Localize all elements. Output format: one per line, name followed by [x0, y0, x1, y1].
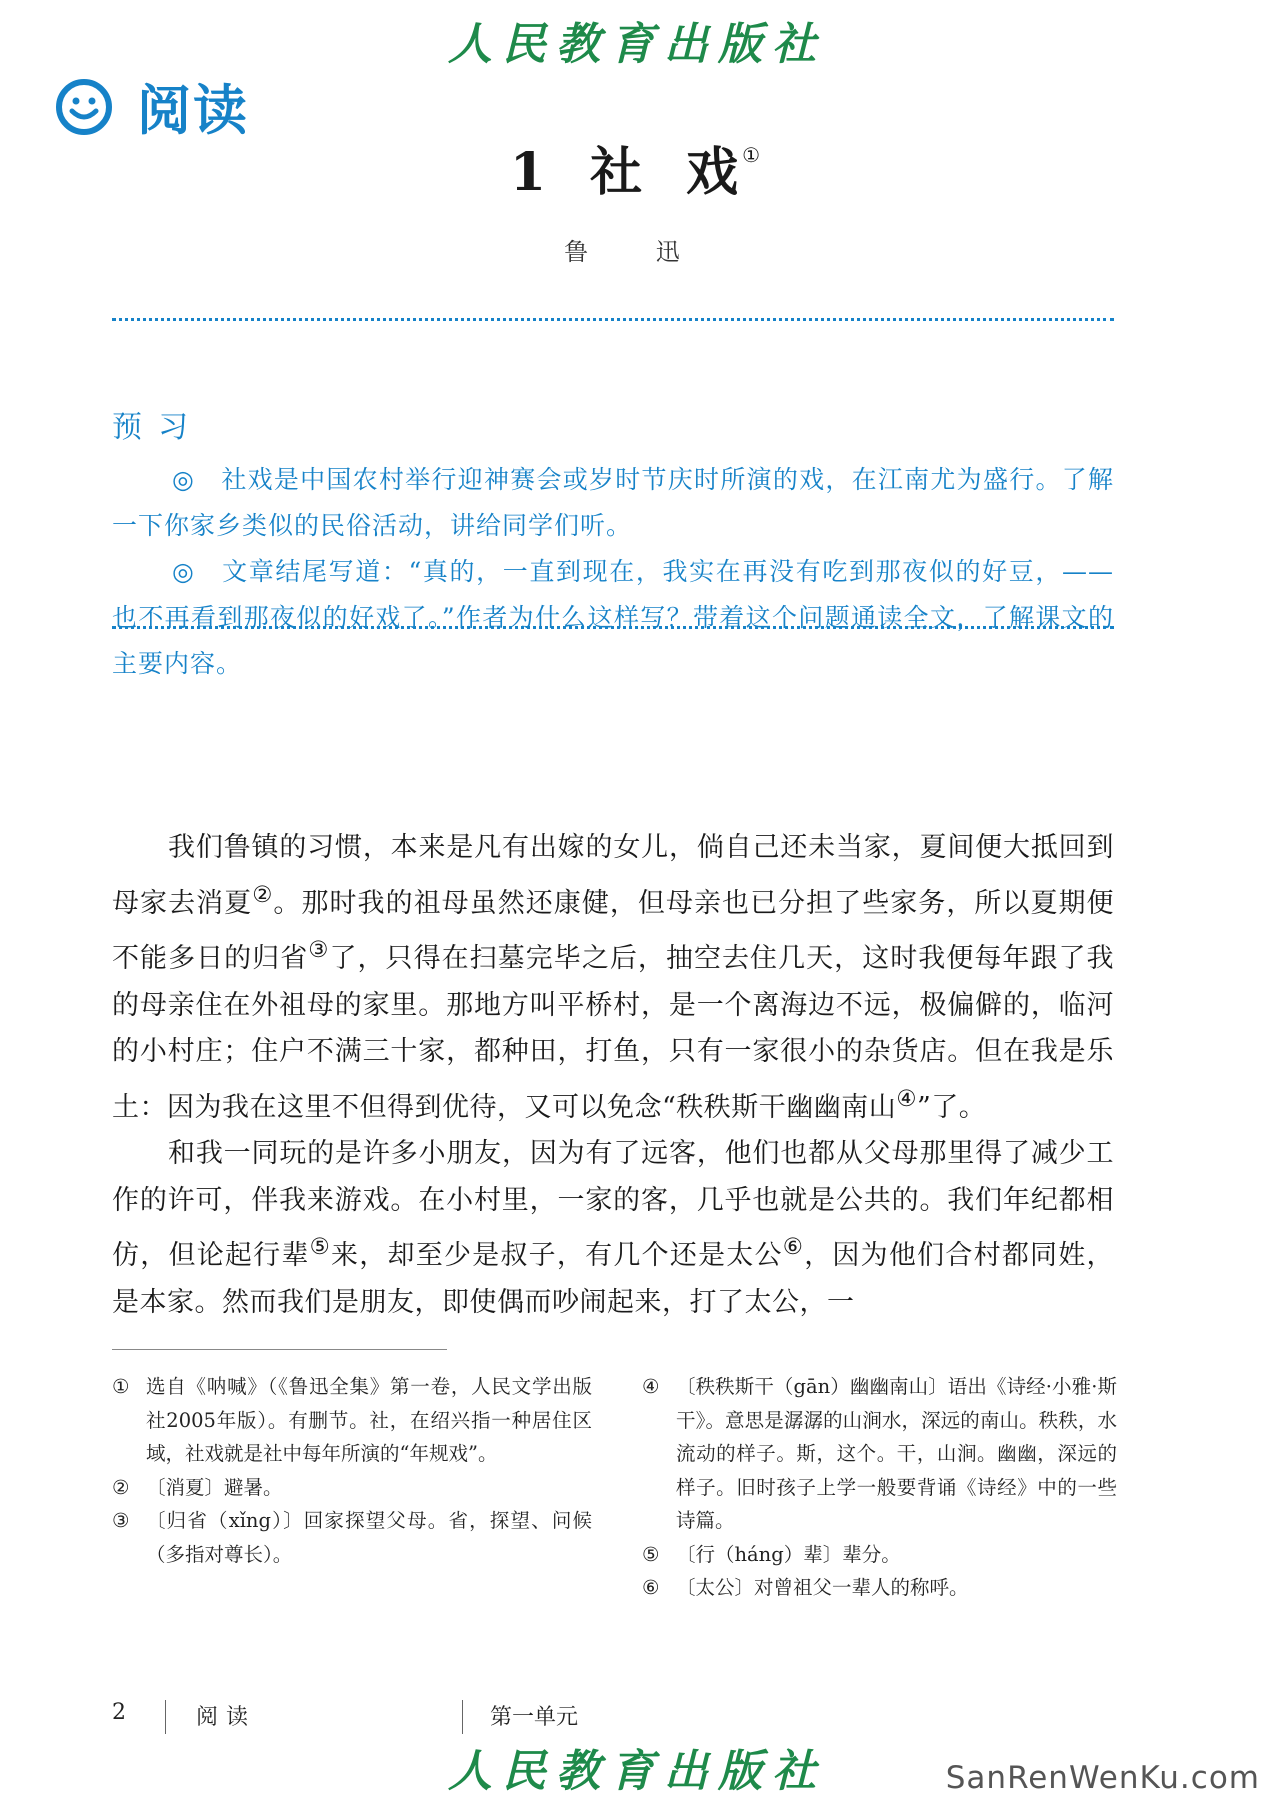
author-name: 鲁 迅: [564, 238, 710, 266]
main-text: [112, 825, 1114, 1326]
footnotes-right: [642, 1370, 1117, 1605]
watermark: SanRenWenKu.com: [945, 1760, 1260, 1796]
footnotes-left: [112, 1370, 592, 1571]
body-paragraph: 我们鲁镇的习惯，本来是凡有出嫁的女儿，倘自己还未当家，夏间便大抵回到母家去消夏②。那时我的祖母虽然还康健，但母亲也已分担了些家务，所以夏期便不能多日的归省③了，只得在扫墓完毕之后，抽空去住几天，这时我便每年跟了我的母亲住在外祖母的家里。那地方叫平桥村，是一个离海边不远，极偏僻的，临河的小村庄；住户不满三十家，都种田，打鱼，只有一家很小的杂货店。但在我是乐土：因为我在这里不但得到优待，又可以免念“秩秩斯干幽幽南山④”了。: [112, 832, 1115, 1123]
preview-item: ◎ 社戏是中国农村举行迎神赛会或岁时节庆时所演的戏，在江南尤为盛行。了解一下你家乡类似的民俗活动，讲给同学们听。: [112, 465, 1114, 540]
divider-dotted: [112, 318, 1114, 321]
footnote-ref: ③: [308, 937, 330, 963]
preview-heading: 预习: [112, 410, 204, 445]
smiley-face-icon: [55, 78, 113, 136]
footnote: ③ 〔归省（xǐng）〕回家探望父母。省，探望、问候（多指对尊长）。: [112, 1509, 592, 1566]
divider-dotted: [112, 626, 1114, 629]
body-paragraph: 和我一同玩的是许多小朋友，因为有了远客，他们也都从父母那里得了减少工作的许可，伴我来游戏。在小村里，一家的客，几乎也就是公共的。我们年纪都相仿，但论起行辈⑤来，却至少是叔子，有几个还是太公⑥，因为他们合村都同姓，是本家。然而我们是朋友，即使偶而吵闹起来，打了太公，一: [112, 1138, 1115, 1318]
footer-separator: [165, 1700, 166, 1734]
publisher-logo-top: 人民教育出版社: [448, 19, 826, 70]
footnote: ① 选自《呐喊》（《鲁迅全集》第一卷，人民文学出版社2005年版）。有删节。社，在绍兴指一种居住区域，社戏就是社中每年所演的“年规戏”。: [112, 1375, 592, 1465]
footer-unit: 第一单元: [490, 1705, 579, 1730]
preview-item: ◎ 文章结尾写道：“真的，一直到现在，我实在再没有吃到那夜似的好豆，——也不再看到那夜似的好戏了。”作者为什么这样写？带着这个问题通读全文，了解课文的主要内容。: [112, 557, 1114, 678]
lesson-number: 1: [509, 142, 551, 203]
footer-section: 阅读: [196, 1705, 257, 1730]
footnote: ② 〔消夏〕避暑。: [112, 1475, 283, 1499]
footnote-ref: ④: [896, 1085, 917, 1112]
lesson-title-char: 戏: [686, 142, 743, 203]
lesson-title-char: 社: [590, 142, 647, 203]
footer-separator: [462, 1700, 463, 1734]
publisher-logo-bottom: 人民教育出版社: [448, 1746, 826, 1797]
footnote-ref: ⑤: [309, 1234, 332, 1260]
footnote-divider: [112, 1349, 447, 1350]
page-number: 2: [112, 1700, 126, 1725]
section-label: 阅读: [137, 79, 249, 142]
footnote: ⑥ 〔太公〕对曾祖父一辈人的称呼。: [642, 1576, 969, 1599]
preview-box: [112, 405, 1114, 687]
footnote: ④ 〔秩秩斯干（gān）幽幽南山〕语出《诗经·小雅·斯干》。意思是潺潺的山涧水，深远的南山。秩秩，水流动的样子。斯，这个。干，山涧。幽幽，深远的样子。旧时孩子上学一般要背诵《诗经》中的一些诗篇。: [642, 1375, 1117, 1532]
lesson-title: [0, 130, 1274, 205]
footnote-ref: ②: [252, 881, 274, 908]
title-footnote-mark: ①: [742, 143, 765, 167]
footnote: ⑤ 〔行（háng）辈〕辈分。: [642, 1542, 901, 1566]
footnote-ref: ⑥: [782, 1234, 805, 1260]
